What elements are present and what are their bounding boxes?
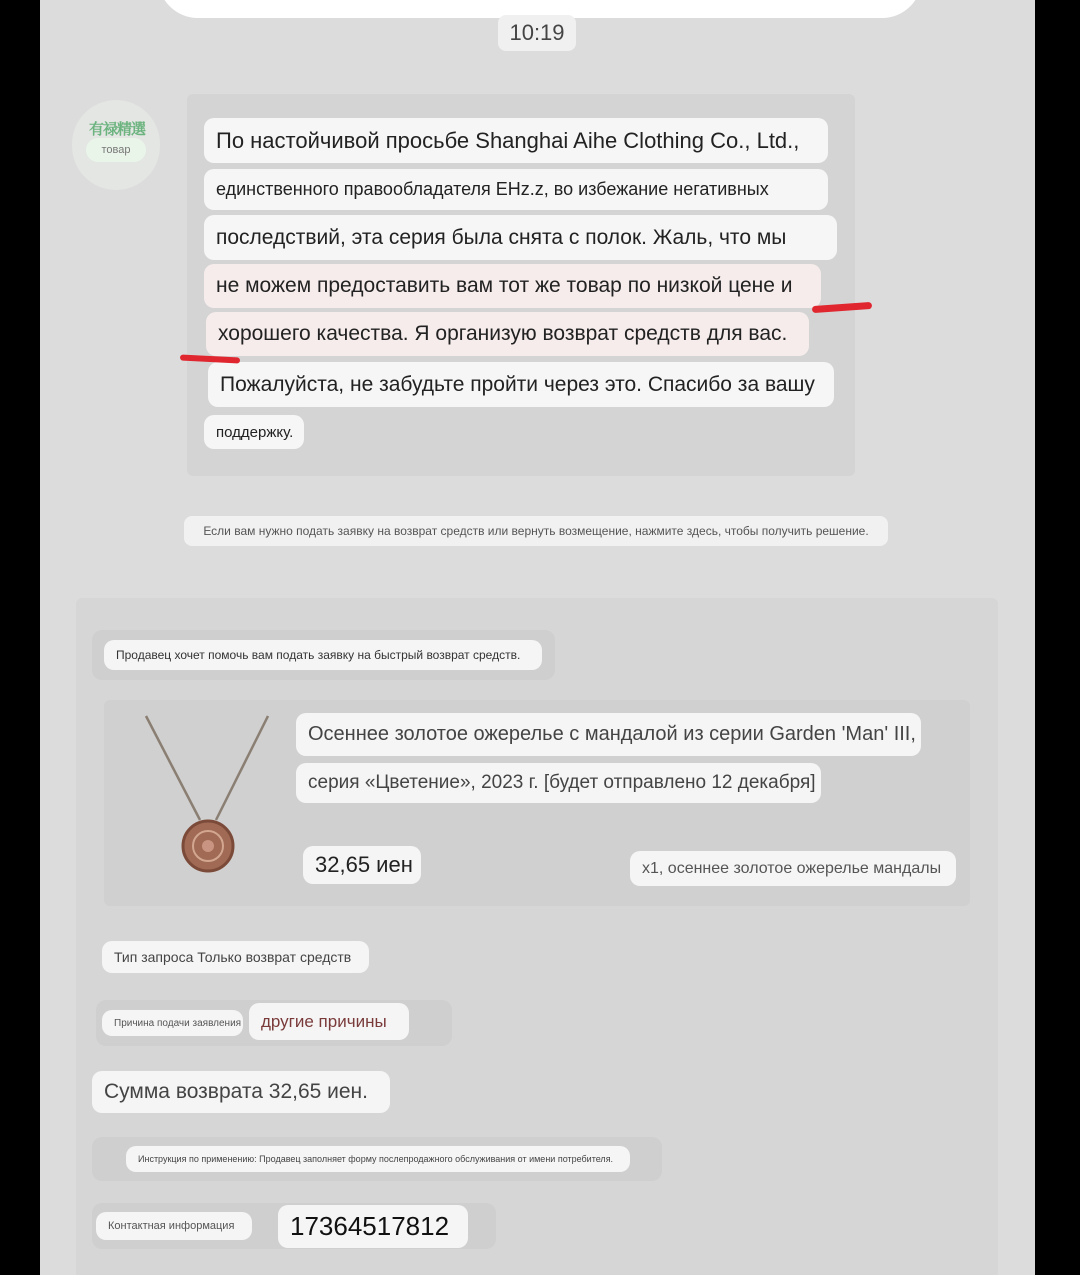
request-type: Тип запроса Только возврат средств xyxy=(102,941,369,973)
avatar-tag: товар xyxy=(86,138,146,162)
instructions-text: Инструкция по применению: Продавец заполняет форму послепродажного обслуживания от имени потребителя. xyxy=(126,1146,630,1172)
contact-value[interactable]: 17364517812 xyxy=(278,1205,468,1248)
reason-value[interactable]: другие причины xyxy=(249,1003,409,1040)
reason-label: Причина подачи заявления xyxy=(102,1010,243,1036)
product-title-line-1: Осеннее золотое ожерелье с мандалой из серии Garden 'Man' III, xyxy=(296,713,921,756)
product-price: 32,65 иен xyxy=(303,846,421,884)
refund-card-header: Продавец хочет помочь вам подать заявку на быстрый возврат средств. xyxy=(104,640,542,670)
necklace-image xyxy=(138,708,278,888)
message-line-3: последствий, эта серия была снята с полок. Жаль, что мы xyxy=(204,215,837,260)
avatar[interactable] xyxy=(72,100,160,190)
message-line-4: не можем предоставить вам тот же товар по низкой цене и xyxy=(204,264,821,308)
product-quantity: x1, осеннее золотое ожерелье мандалы xyxy=(630,851,956,886)
product-title-line-2: серия «Цветение», 2023 г. [будет отправлено 12 декабря] xyxy=(296,763,821,803)
message-line-7: поддержку. xyxy=(204,415,304,449)
contact-label: Контактная информация xyxy=(96,1212,252,1240)
refund-help-notice[interactable]: Если вам нужно подать заявку на возврат средств или вернуть возмещение, нажмите здесь, чтобы получить решение. xyxy=(184,516,888,546)
message-line-2: единственного правообладателя EHz.z, во избежание негативных xyxy=(204,169,828,210)
refund-amount: Сумма возврата 32,65 иен. xyxy=(92,1071,390,1113)
message-line-5: хорошего качества. Я организую возврат средств для вас. xyxy=(206,312,809,356)
timestamp: 10:19 xyxy=(498,15,576,51)
shop-logo-text: 有禄精選 xyxy=(88,121,145,138)
message-line-6: Пожалуйста, не забудьте пройти через это. Спасибо за вашу xyxy=(208,362,834,407)
chat-screen xyxy=(40,0,1035,1275)
message-line-1: По настойчивой просьбе Shanghai Aihe Clothing Co., Ltd., xyxy=(204,118,828,163)
